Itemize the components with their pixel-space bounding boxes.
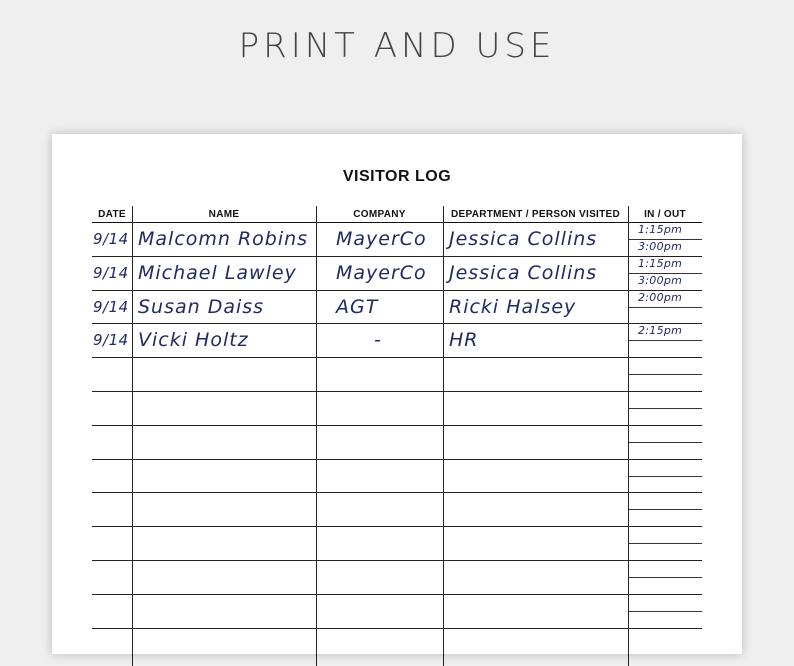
row-rule bbox=[92, 459, 702, 460]
column-header-in-out: IN / OUT bbox=[644, 209, 686, 220]
column-header-date: DATE bbox=[98, 209, 126, 220]
in-out-divider bbox=[628, 611, 702, 612]
column-header-company: COMPANY bbox=[353, 209, 406, 220]
row-rule bbox=[92, 560, 702, 561]
row-rule bbox=[92, 526, 702, 527]
in-out-divider bbox=[628, 476, 702, 477]
row-rule bbox=[92, 323, 702, 324]
entry-name: Malcomn Robins bbox=[138, 228, 309, 250]
row-rule bbox=[92, 594, 702, 595]
entry-department: Jessica Collins bbox=[449, 228, 598, 250]
entry-time-out: 3:00pm bbox=[638, 273, 683, 287]
entry-company: MayerCo bbox=[336, 228, 427, 250]
in-out-divider bbox=[628, 307, 702, 308]
entry-time-in: 1:15pm bbox=[638, 223, 683, 236]
in-out-divider bbox=[628, 509, 702, 510]
banner-title: PRINT AND USE bbox=[238, 26, 556, 66]
in-out-divider bbox=[628, 442, 702, 443]
column-header-department: DEPARTMENT / PERSON VISITED bbox=[450, 209, 621, 220]
entry-time-out: 3:00pm bbox=[638, 240, 683, 253]
in-out-divider bbox=[628, 577, 702, 578]
entry-company: MayerCo bbox=[336, 261, 427, 284]
column-separator bbox=[132, 206, 133, 666]
entry-time-in: 1:15pm bbox=[638, 256, 683, 270]
column-separator bbox=[316, 206, 317, 666]
column-header-name: NAME bbox=[208, 209, 240, 220]
row-rule bbox=[92, 425, 702, 426]
entry-name: Michael Lawley bbox=[138, 261, 297, 284]
row-rule bbox=[92, 492, 702, 493]
row-rule bbox=[92, 628, 702, 629]
row-rule bbox=[92, 290, 702, 291]
in-out-divider bbox=[628, 408, 702, 409]
entry-date: 9/14 bbox=[93, 263, 129, 282]
entry-date: 9/14 bbox=[93, 230, 129, 248]
in-out-divider bbox=[628, 374, 702, 375]
entry-time-in: 2:15pm bbox=[638, 324, 683, 338]
entry-date: 9/14 bbox=[93, 297, 129, 316]
log-title: VISITOR LOG bbox=[342, 168, 452, 185]
entry-name: Susan Daiss bbox=[138, 295, 265, 318]
column-separator bbox=[628, 206, 629, 666]
in-out-divider bbox=[628, 543, 702, 544]
entry-date: 9/14 bbox=[93, 331, 129, 350]
entry-company: AGT bbox=[336, 295, 379, 318]
in-out-divider bbox=[628, 340, 702, 341]
row-rule bbox=[92, 357, 702, 358]
visitor-log-sheet bbox=[52, 134, 742, 654]
row-rule bbox=[92, 391, 702, 392]
entry-company: - bbox=[374, 329, 382, 352]
header-rule bbox=[92, 222, 702, 223]
entry-name: Vicki Holtz bbox=[138, 329, 249, 352]
entry-department: HR bbox=[449, 329, 479, 352]
entry-department: Jessica Collins bbox=[449, 261, 598, 284]
entry-department: Ricki Halsey bbox=[449, 295, 577, 318]
entry-time-in: 2:00pm bbox=[638, 290, 683, 304]
row-rule bbox=[92, 256, 702, 257]
column-separator bbox=[443, 206, 444, 666]
